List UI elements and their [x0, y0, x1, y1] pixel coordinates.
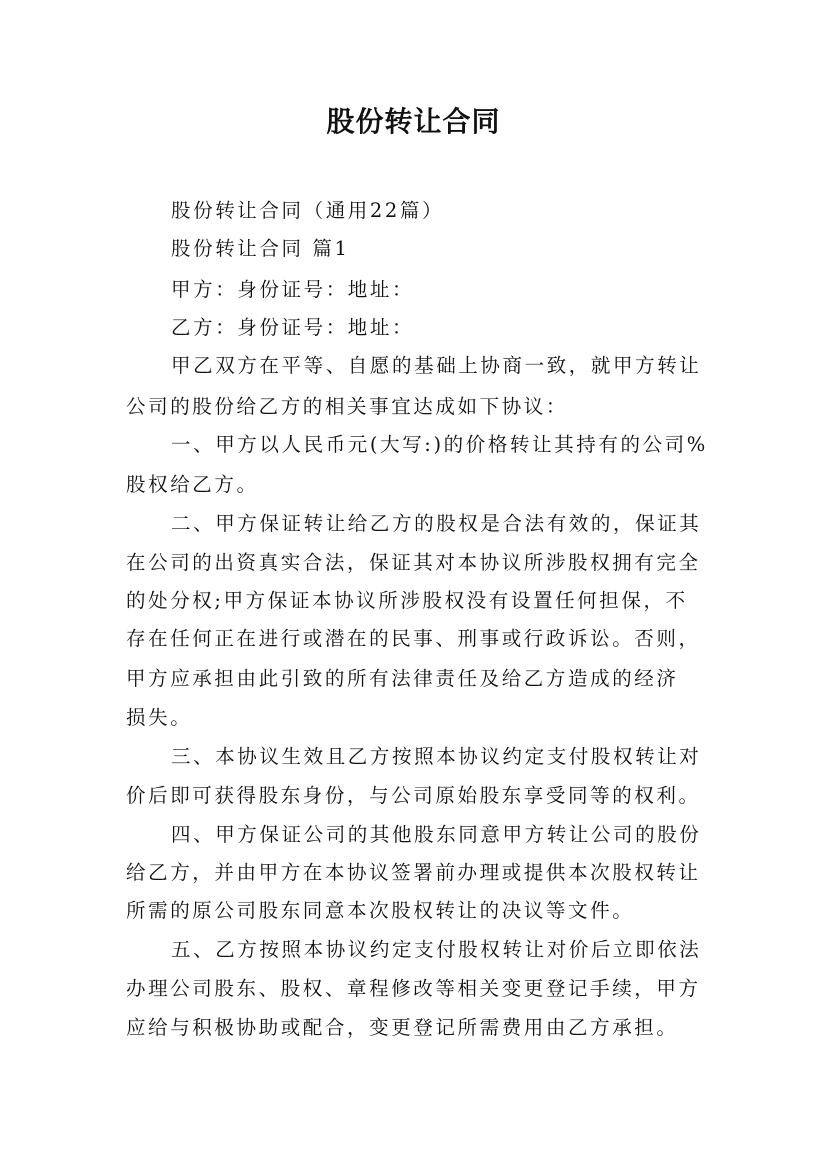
text-line: 三、本协议生效且乙方按照本协议约定支付股权转让对: [171, 745, 702, 768]
document-title: 股份转让合同: [326, 105, 501, 138]
text-line: 公司的股份给乙方的相关事宜达成如下协议：: [126, 395, 569, 418]
text-line: 的处分权;甲方保证本协议所涉股权没有设置任何担保，不: [126, 589, 688, 612]
text-line: 五、乙方按照本协议约定支付股权转让对价后立即依法: [171, 938, 702, 961]
text-line: 二、甲方保证转让给乙方的股权是合法有效的，保证其: [171, 512, 702, 535]
text-line: 存在任何正在进行或潜在的民事、刑事或行政诉讼。否则，: [126, 627, 701, 650]
text-line: 办理公司股东、股权、章程修改等相关变更登记手续，甲方: [126, 977, 701, 1000]
text-line: 乙方：身份证号：地址：: [171, 316, 415, 339]
text-line: 所需的原公司股东同意本次股权转让的决议等文件。: [126, 899, 635, 922]
text-line: 四、甲方保证公司的其他股东同意甲方转让公司的股份: [171, 823, 702, 846]
text-line: 股份转让合同（通用22篇）: [171, 199, 445, 222]
text-line: 甲乙双方在平等、自愿的基础上协商一致，就甲方转让: [171, 354, 702, 377]
text-line: 给乙方，并由甲方在本协议签署前办理或提供本次股权转让: [126, 861, 701, 884]
text-line: 股权给乙方。: [126, 473, 259, 496]
text-line: 一、甲方以人民币元(大写:)的价格转让其持有的公司%: [171, 433, 708, 456]
text-line: 价后即可获得股东身份，与公司原始股东享受同等的权利。: [126, 784, 701, 807]
text-line: 甲方应承担由此引致的所有法律责任及给乙方造成的经济: [126, 667, 679, 690]
text-line: 应给与积极协助或配合，变更登记所需费用由乙方承担。: [126, 1016, 679, 1039]
text-line: 在公司的出资真实合法，保证其对本协议所涉股权拥有完全: [126, 551, 701, 574]
text-line: 甲方：身份证号：地址：: [171, 278, 415, 301]
text-line: 损失。: [126, 706, 193, 729]
text-line: 股份转让合同 篇1: [171, 237, 350, 260]
